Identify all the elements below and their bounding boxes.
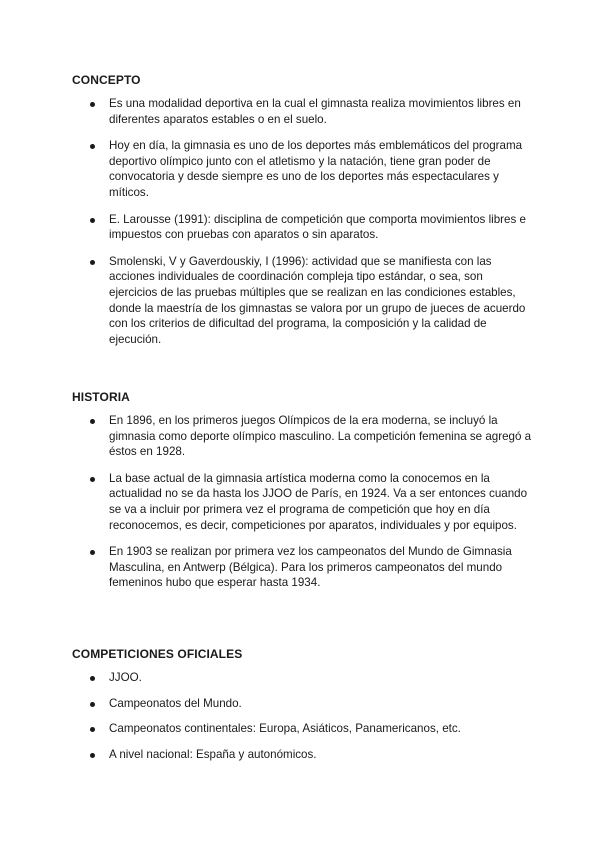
list-item: Es una modalidad deportiva en la cual el gimnasta realiza movimientos libres en diferentes aparatos estables o en el suelo. — [72, 96, 532, 127]
section-historia — [72, 390, 532, 602]
section-concepto — [72, 73, 532, 358]
list-item: JJOO. — [72, 670, 532, 686]
list-item: En 1896, en los primeros juegos Olímpicos de la era moderna, se incluyó la gimnasia como deporte olímpico masculino. La competición femenina se agregó a éstos en 1928. — [72, 413, 532, 460]
list-item: La base actual de la gimnasia artística moderna como la conocemos en la actualidad no se da hasta los JJOO de París, en 1924. Va a ser entonces cuando se va a incluir por primera vez el programa de competición que hoy en día reconocemos, es decir, competiciones por aparatos, individuales y por equipos. — [72, 471, 532, 533]
bullet-list-competiciones — [72, 670, 532, 762]
section-heading-historia: HISTORIA — [72, 390, 130, 404]
list-item: En 1903 se realizan por primera vez los campeonatos del Mundo de Gimnasia Masculina, en Antwerp (Bélgica). Para los primeros campeonatos del mundo femeninos hubo que esperar hasta 1934. — [72, 544, 532, 591]
list-item: Smolenski, V y Gaverdouskiy, I (1996): actividad que se manifiesta con las acciones individuales de coordinación compleja tipo estándar, o sea, son ejercicios de las pruebas múltiples que se realizan en las condiciones estables, donde la maestría de los gimnastas se valora por un grupo de jueces de acuerdo con los criterios de dificultad del programa, la composición y la calidad de ejecución. — [72, 254, 532, 348]
list-item: A nivel nacional: España y autonómicos. — [72, 747, 532, 763]
list-item: E. Larousse (1991): disciplina de competición que comporta movimientos libres e impuestos con pruebas con aparatos o sin aparatos. — [72, 212, 532, 243]
list-item: Campeonatos continentales: Europa, Asiáticos, Panamericanos, etc. — [72, 721, 532, 737]
section-competiciones-oficiales — [72, 647, 532, 772]
section-heading-concepto: CONCEPTO — [72, 73, 141, 87]
list-item: Hoy en día, la gimnasia es uno de los deportes más emblemáticos del programa deportivo olímpico junto con el atletismo y la natación, tiene gran poder de convocatoria y desde siempre es uno de los deportes más espectaculares y míticos. — [72, 138, 532, 200]
list-item: Campeonatos del Mundo. — [72, 696, 532, 712]
bullet-list-historia — [72, 413, 532, 591]
bullet-list-concepto — [72, 96, 532, 347]
section-heading-competiciones: COMPETICIONES OFICIALES — [72, 647, 243, 661]
